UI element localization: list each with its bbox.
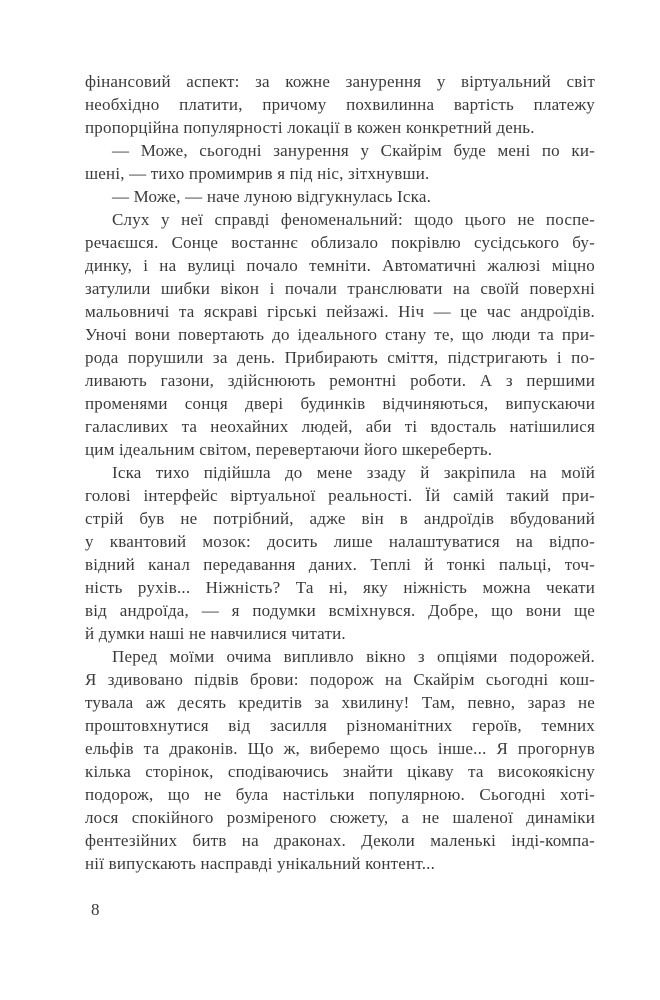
text-line: фінансовий аспект: за кожне занурення у віртуальний світ [85,72,595,91]
text-line: речаєшся. Сонце востаннє облизало покрівлю сусідського бу- [85,233,595,252]
text-line: затулили шибки вікон і почали транслювати на своїй поверхні [85,279,595,298]
text-line: Я здивовано підвів брови: подорож на Скайрім сьогодні кош- [85,670,595,689]
text-line: проштовхнутися від засилля різноманітних героїв, темних [85,716,595,735]
text-line: рода порушили за день. Прибирають сміття, підстригають і по- [85,348,595,367]
text-line: відний канал передавання даних. Теплі й тонкі пальці, точ- [85,555,595,574]
text-line: — Може, сьогодні занурення у Скайрім буде мені по ки- [112,141,595,160]
text-line: шені, — тихо промимрив я під ніс, зітхнувши. [85,164,430,183]
text-line: Іска тихо підійшла до мене ззаду й закріпила на моїй [112,463,595,482]
text-line: Перед моїми очима випливло вікно з опціями подорожей. [112,647,595,666]
text-line: кілька сторінок, сподіваючись знайти цікаву та високоякісну [85,762,595,781]
text-line: — Може, — наче луною відгукнулась Іска. [112,187,432,206]
text-line: подорож, що не була настільки популярною. Сьогодні хоті- [85,785,595,804]
text-line: галасливих та неохайних людей, аби ті вдосталь натішилися [85,417,595,436]
paragraph [85,139,595,185]
text-line: голові інтерфейс віртуальної реальності. Їй самій такий при- [85,486,595,505]
text-line: Слух у неї справді феноменальний: щодо цього не поспе- [112,210,595,229]
paragraph [85,461,595,645]
text-line: тувала аж десять кредитів за хвилину! Там, певно, зараз не [85,693,595,712]
text-line: стрій був не потрібний, адже він в андроїдів вбудований [85,509,595,528]
paragraph [85,185,595,208]
paragraph [85,645,595,875]
text-line: ливають газони, здійснюють ремонтні роботи. А з першими [85,371,595,390]
text-line: ність рухів... Ніжність? Та ні, яку ніжність можна чекати [85,578,595,597]
text-line: пропорційна популярності локації в кожен конкретний день. [85,118,535,137]
text-line: фентезійних битв на драконах. Деколи маленькі інді-компа- [85,831,595,850]
text-line: у квантовий мозок: досить лише налаштуватися на відпо- [85,532,595,551]
text-line: ельфів та драконів. Що ж, виберемо щось інше... Я прогорнув [85,739,595,758]
paragraph [85,208,595,461]
text-line: мальовничі та яскраві гірські пейзажі. Ніч — це час андроїдів. [85,302,595,321]
text-line: Уночі вони повертають до ідеального стану те, що люди та при- [85,325,595,344]
text-line: променями сонця двері будинків відчиняються, випускаючи [85,394,595,413]
text-line: від андроїда, — я подумки всміхнувся. Добре, що вони ще [85,601,595,620]
text-line: необхідно платити, причому похвилинна вартість платежу [85,95,595,114]
page-text [85,70,595,875]
text-line: динку, і на вулиці почало темніти. Автоматичні жалюзі міцно [85,256,595,275]
page-number: 8 [91,900,100,919]
paragraph [85,70,595,139]
text-line: нії випускають насправді унікальний контент... [85,854,436,873]
text-line: й думки наші не навчилися читати. [85,624,346,643]
text-line: цим ідеальним світом, перевертаючи його шкереберть. [85,440,493,459]
text-line: лося спокійного розміреного сюжету, а не шаленої динаміки [85,808,595,827]
